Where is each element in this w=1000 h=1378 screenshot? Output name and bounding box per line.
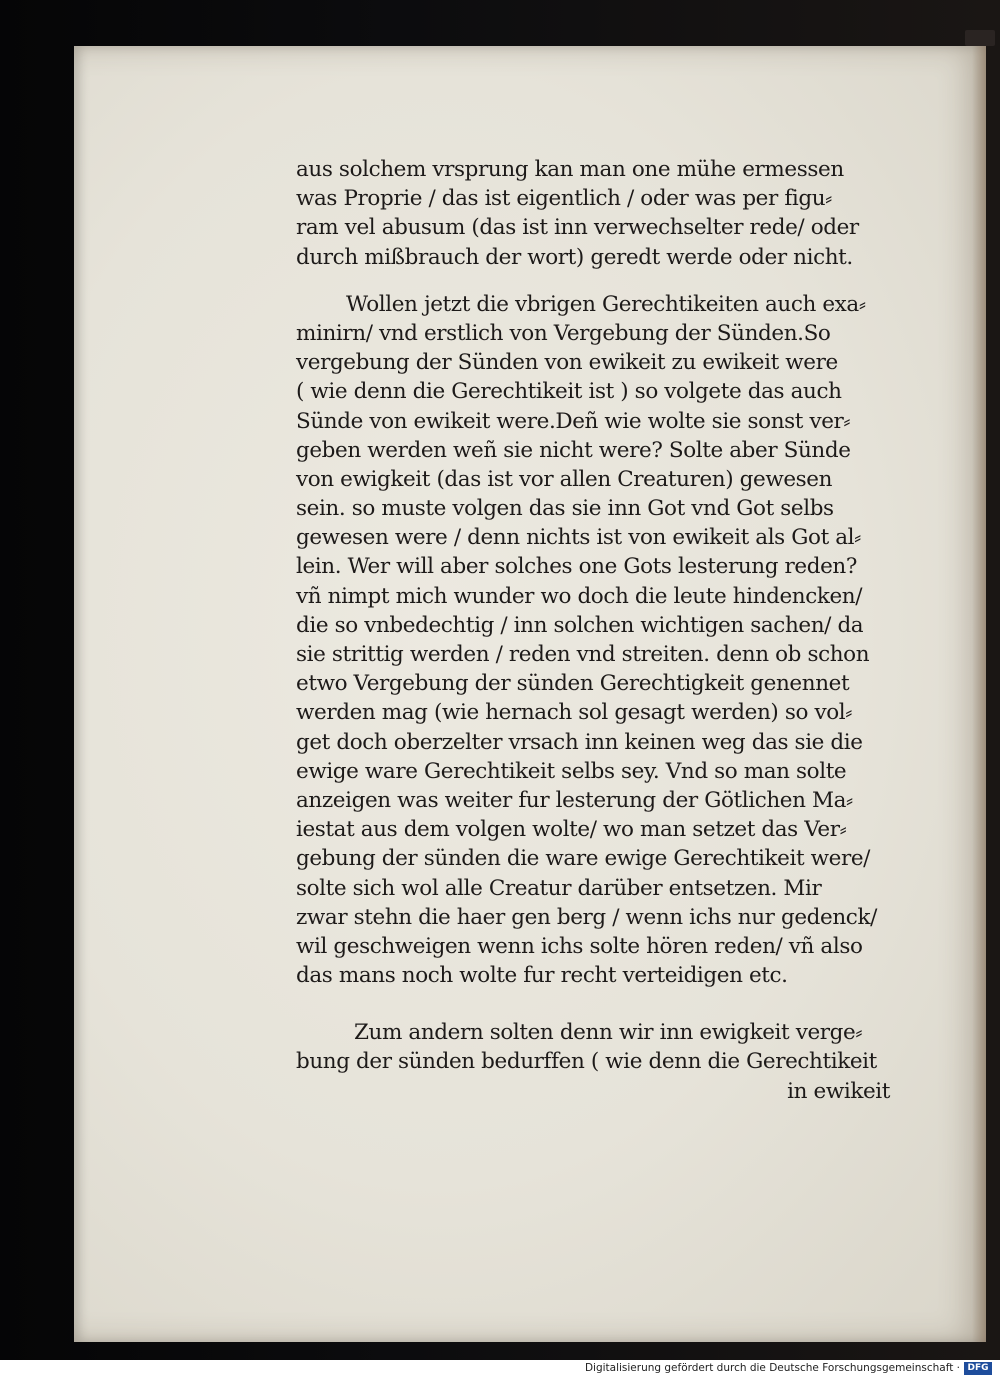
text-line: gewesen were / denn nichts ist von ewikeit als Got al⸗: [296, 525, 861, 551]
text-line: die so vnbedechtig / inn solchen wichtigen sachen/ da: [296, 612, 864, 638]
text-line: von ewigkeit (das ist vor allen Creaturen) gewesen: [296, 466, 833, 492]
text-line: Wollen jetzt die vbrigen Gerechtikeiten auch exa⸗: [346, 291, 866, 317]
text-line: solte sich wol alle Creatur darüber entsetzen. Mir: [296, 875, 822, 901]
text-line: sie strittig werden / reden vnd streiten. denn ob schon: [296, 642, 870, 667]
text-line: Zum andern solten denn wir inn ewigkeit verge⸗: [354, 1020, 863, 1046]
text-line: gebung der sünden die ware ewige Gerechtikeit were/: [296, 846, 870, 872]
text-line: iestat aus dem volgen wolte/ wo man setzet das Ver⸗: [296, 817, 847, 843]
text-line: das mans noch wolte fur recht verteidigen etc.: [296, 963, 788, 989]
paragraph-1: [296, 155, 896, 272]
text-line: vñ nimpt mich wunder wo doch die leute hindencken/: [296, 583, 863, 609]
page-edge-shadow: [972, 46, 986, 1342]
text-line: sein. so muste volgen das sie inn Got vnd Got selbs: [296, 496, 834, 522]
text-line: durch mißbrauch der wort) geredt werde oder nicht.: [296, 244, 853, 270]
text-line: vergebung der Sünden von ewikeit zu ewikeit were: [296, 350, 838, 376]
text-line: werden mag (wie hernach sol gesagt werden) so vol⸗: [296, 700, 852, 726]
paragraph-2: [296, 290, 896, 991]
scanner-clip: [965, 30, 995, 46]
dfg-logo: DFG: [964, 1362, 992, 1375]
text-line: was Proprie / das ist eigentlich / oder was per figu⸗: [296, 186, 832, 212]
text-line: get doch oberzelter vrsach inn keinen weg das sie die: [296, 729, 863, 755]
text-line: ewige ware Gerechtikeit selbs sey. Vnd so man solte: [296, 758, 847, 784]
text-line: minirn/ vnd erstlich von Vergebung der Sünden.So: [296, 320, 831, 346]
text-line: bung der sünden bedurffen ( wie denn die Gerechtikeit: [296, 1049, 877, 1075]
paragraph-3: [296, 1018, 896, 1076]
text-line: ram vel abusum (das ist inn verwechselter rede/ oder: [296, 215, 859, 241]
catchword: in ewikeit: [787, 1078, 890, 1104]
text-line: anzeigen was weiter fur lesterung der Götlichen Ma⸗: [296, 787, 853, 813]
text-line: zwar stehn die haer gen berg / wenn ichs nur gedenck/: [296, 904, 877, 930]
text-line: ( wie denn die Gerechtikeit ist ) so volgete das auch: [296, 379, 842, 405]
text-line: etwo Vergebung der sünden Gerechtigkeit genennet: [296, 671, 850, 697]
body-text: [296, 155, 896, 1106]
text-line: aus solchem vrsprung kan man one mühe ermessen: [296, 157, 844, 182]
text-line: lein. Wer will aber solches one Gots lesterung reden?: [296, 554, 857, 580]
funding-credit: Digitalisierung gefördert durch die Deutsche Forschungsgemeinschaft ·: [584, 1362, 960, 1374]
text-line: geben werden weñ sie nicht were? Solte aber Sünde: [296, 437, 851, 463]
text-line: wil geschweigen wenn ichs solte hören reden/ vñ also: [296, 933, 863, 959]
text-line: Sünde von ewikeit were.Deñ wie wolte sie sonst ver⸗: [296, 408, 851, 434]
